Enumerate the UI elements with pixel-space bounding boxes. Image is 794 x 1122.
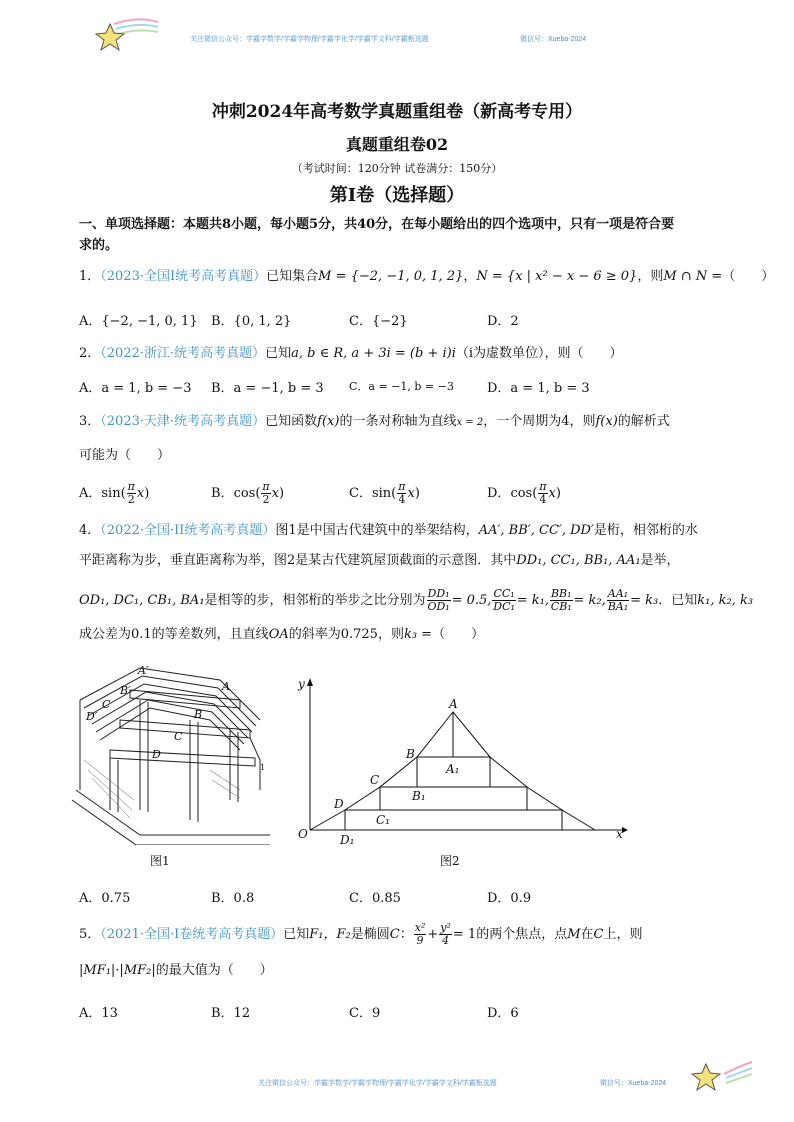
question-5: 5．（2021·全国·I卷统考高考真题）已知F₁，F₂是椭圆C： $\frac{\text{x²}}{9}$ + $\frac{\text{y²}}{4}$ = 1的两个焦点，点M在C上，则 [79, 921, 643, 947]
label-a-prime: A′ [138, 664, 149, 677]
svg-text:1: 1 [260, 763, 266, 772]
instructions-line-2: 求的。 [79, 238, 119, 253]
label-d: D [152, 748, 161, 761]
option-c: C．{−2} [349, 314, 408, 329]
option-c: C．sin( $\frac{\pi}{4}$ x) [349, 480, 420, 506]
question-1: 1．（2023·全国Ⅰ统考高考真题）已知集合M = {−2, −1, 0, 1, 2}，N = {x | x² − x − 6 ≥ 0}，则M ∩ N =（ ） [79, 269, 775, 284]
axis-x-label: x [616, 827, 623, 841]
label-c-prime: C [102, 698, 111, 711]
option-d: D．2 [487, 314, 519, 329]
option-d: D．0.9 [487, 891, 532, 906]
point-d: D [334, 797, 344, 811]
instructions-line-1: 一、单项选择题：本题共8小题，每小题5分，共40分，在每小题给出的四个选项中，只有一项是符合要 [79, 217, 675, 232]
question-source: （2023·天津·统考高考真题） [100, 414, 266, 429]
figure-1-roof-structure [70, 660, 270, 845]
question-4-line-2: 平距离称为步，垂直距离称为举，图2是某古代建筑屋顶截面的示意图．其中DD₁, CC₁, BB₁, AA₁是举， [79, 553, 680, 568]
question-3: 3．（2023·天津·统考高考真题）已知函数f(x)的一条对称轴为直线x = 2，一个周期为4，则f(x)的解析式 [79, 414, 670, 429]
label-c: C [174, 730, 183, 743]
point-b: B [406, 747, 415, 761]
option-a: A．0.75 [79, 891, 131, 906]
option-b: B．0.8 [211, 891, 255, 906]
figure-1-label: 图1 [150, 854, 170, 868]
header-right-text: 微信号：Xueba-2024 [520, 36, 587, 43]
option-a: A．a = 1, b = −3 [79, 381, 192, 396]
header-left-text: 关注微信公众号：学霸学数学/学霸学物理/学霸学化学/学霸学文科/学霸甄选题 [190, 36, 429, 43]
option-a: A．{−2, −1, 0, 1} [79, 314, 198, 329]
label-b-prime: B′ [120, 684, 131, 697]
option-a: A．sin( $\frac{\pi}{2}$ x) [79, 480, 150, 506]
axis-y-label: y [298, 677, 305, 691]
footer-star-icon [684, 1058, 754, 1098]
footer-left-text: 关注微信公众号：学霸学数学/学霸学物理/学霸学化学/学霸学文科/学霸甄选题 [258, 1080, 497, 1087]
option-b: B．12 [211, 1006, 251, 1021]
option-c: C．a = −1, b = −3 [349, 380, 454, 393]
origin-o: O [298, 827, 308, 841]
footer-right-text: 微信号：Xueba-2024 [600, 1080, 667, 1087]
option-d: D．6 [487, 1006, 519, 1021]
point-c1: C₁ [376, 813, 390, 827]
option-a: A．13 [79, 1006, 118, 1021]
point-a: A [449, 697, 458, 711]
figure-2-label: 图2 [440, 854, 460, 868]
exam-info: （考试时间：120分钟 试卷满分：150分） [291, 162, 503, 175]
document-subtitle: 真题重组卷02 [345, 135, 449, 154]
question-source: （2022·全国·II统考高考真题） [100, 523, 276, 538]
option-c: C．9 [349, 1006, 381, 1021]
document-title: 冲刺2024年高考数学真题重组卷（新高考专用） [211, 102, 583, 122]
question-5-line-2: |MF₁|·|MF₂|的最大值为（ ） [79, 963, 273, 978]
label-d-prime: D′ [86, 710, 98, 723]
question-2: 2．（2022·浙江·统考高考真题）已知a, b ∈ R, a + 3i = (b + i)i（i为虚数单位），则（ ） [79, 346, 623, 361]
star-logo-icon [92, 18, 162, 58]
point-b1: B₁ [412, 789, 426, 803]
question-source: （2023·全国Ⅰ统考高考真题） [100, 269, 267, 284]
point-d1: D₁ [340, 833, 355, 847]
option-d: D．cos( $\frac{\pi}{4}$ x) [487, 480, 561, 506]
question-4: 4．（2022·全国·II统考高考真题）图1是中国古代建筑中的举架结构，AA′, BB′, CC′, DD′是桁，相邻桁的水 [79, 523, 698, 538]
point-a1: A₁ [446, 762, 460, 776]
question-4-line-3: OD₁, DC₁, CB₁, BA₁是相等的步，相邻桁的举步之比分别为 $\frac{\text{DD₁}}{\text{OD₁}}$ = 0.5, $\frac{\text{CC₁}}{\text{DC₁}}$ = k₁, $\frac{\text{BB₁}}{\text{CB₁}}$ = k₂, $\frac{\text{AA₁}}{\text{BA₁}}$ = k₃．已知k₁, k₂, k₃ [79, 587, 754, 613]
point-c: C [370, 773, 380, 787]
option-b: B．{0, 1, 2} [211, 314, 292, 329]
option-c: C．0.85 [349, 891, 401, 906]
question-source: （2022·浙江·统考高考真题） [100, 346, 266, 361]
question-source: （2021·全国·I卷统考高考真题） [100, 927, 284, 942]
question-3-line-2: 可能为（ ） [79, 448, 171, 463]
option-b: B．a = −1, b = 3 [211, 381, 324, 396]
label-a: A [222, 680, 230, 693]
question-4-line-4: 成公差为0.1的等差数列，且直线OA的斜率为0.725，则k₃ =（ ） [79, 627, 485, 642]
section-title: 第I卷（选择题） [329, 185, 465, 206]
label-b: B [194, 708, 203, 721]
figure-2-cross-section [290, 672, 630, 852]
option-d: D．a = 1, b = 3 [487, 381, 590, 396]
option-b: B．cos( $\frac{\pi}{2}$ x) [211, 480, 285, 506]
